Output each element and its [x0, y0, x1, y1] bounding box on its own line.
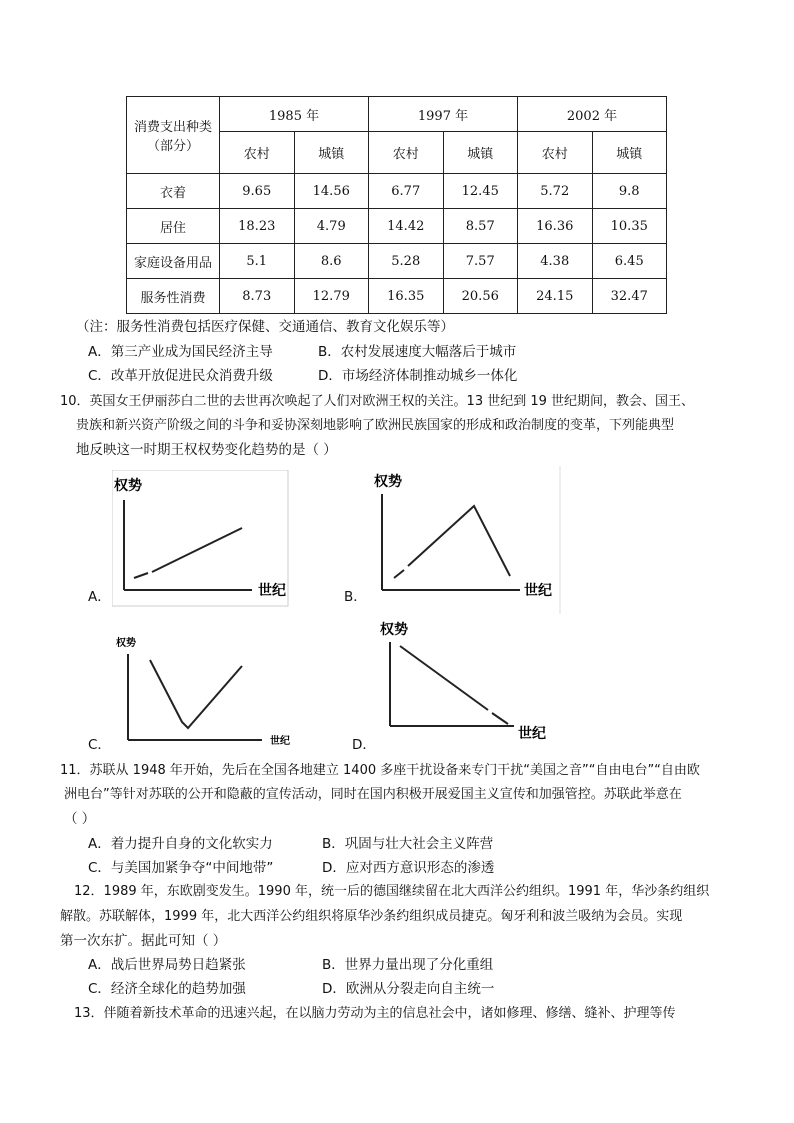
q11-option-d[interactable]: D．应对西方意识形态的渗透	[322, 860, 495, 876]
row-category: 家庭设备用品	[127, 244, 220, 279]
subheader: 农村	[518, 132, 593, 174]
q12-option-a[interactable]: A．战后世界局势日趋紧张	[88, 957, 246, 973]
q12-stem-line2: 解散。苏联解体，1999 年，北大西洋公约组织将原华沙条约组织成员捷克。匈牙利和波兰吸纳为会员。实现	[60, 909, 683, 924]
subheader: 城镇	[443, 132, 518, 174]
subheader: 农村	[369, 132, 444, 174]
graph-y-label: 权势	[116, 638, 136, 649]
q12-stem-line3: 第一次东扩。据此可知（ ）	[60, 933, 227, 949]
table-cell: 7.57	[443, 244, 518, 279]
table-header-category	[127, 97, 220, 174]
table-cell: 4.38	[518, 244, 593, 279]
table-cell: 12.45	[443, 174, 518, 209]
q11-stem-line2: 洲电台”等针对苏联的公开和隐蔽的宣传活动，同时在国内积极开展爱国主义宣传和加强管控。苏联此举意在	[64, 787, 682, 802]
subheader: 农村	[220, 132, 295, 174]
graph-d[interactable]	[376, 616, 566, 746]
subheader: 城镇	[592, 132, 667, 174]
subheader: 城镇	[294, 132, 369, 174]
graph-x-label: 世纪	[270, 736, 290, 747]
q11-option-b[interactable]: B．巩固与壮大社会主义阵营	[322, 836, 494, 852]
q9-option-a[interactable]: A．第三产业成为国民经济主导	[88, 344, 273, 360]
trend-line	[400, 646, 488, 710]
graph-x-label: 世纪	[524, 583, 552, 599]
trend-line	[134, 573, 148, 578]
graph-b[interactable]	[370, 466, 570, 616]
table-cell: 4.79	[294, 209, 369, 244]
graph-y-label: 权势	[374, 474, 402, 490]
table-cell: 5.1	[220, 244, 295, 279]
table-cell: 20.56	[443, 279, 518, 314]
table-cell: 14.56	[294, 174, 369, 209]
row-category: 服务性消费	[127, 279, 220, 314]
graph-y-label: 权势	[380, 622, 408, 638]
table-cell: 32.47	[592, 279, 667, 314]
table-cell: 16.36	[518, 209, 593, 244]
table-cell: 9.8	[592, 174, 667, 209]
q9-option-b[interactable]: B．农村发展速度大幅落后于城市	[318, 344, 517, 360]
trend-line	[394, 570, 404, 578]
year-header: 2002 年	[518, 97, 667, 132]
graph-c[interactable]	[112, 632, 302, 750]
table-note: （注：服务性消费包括医疗保健、交通通信、教育文化娱乐等）	[76, 319, 454, 335]
q11-stem-line3: （ ）	[64, 811, 96, 827]
q12-stem-line1: 12．1989 年，东欧剧变发生。1990 年，统一后的德国继续留在北大西洋公约组织。1991 年，华沙条约组织	[74, 884, 710, 899]
year-header: 1997 年	[369, 97, 518, 132]
q12-option-c[interactable]: C．经济全球化的趋势加强	[88, 981, 246, 997]
q11-stem-line1: 11．苏联从 1948 年开始，先后在全国各地建立 1400 多座干扰设备来专门干扰“美国之音”“自由电台”“自由欧	[60, 763, 700, 778]
q12-option-b[interactable]: B．世界力量出现了分化重组	[322, 957, 494, 973]
table-cell: 5.72	[518, 174, 593, 209]
table-cell: 8.73	[220, 279, 295, 314]
table-cell: 8.57	[443, 209, 518, 244]
table-cell: 6.77	[369, 174, 444, 209]
q11-option-a[interactable]: A．着力提升自身的文化软实力	[88, 836, 273, 852]
q10-stem-line1: 10．英国女王伊丽莎白二世的去世再次唤起了人们对欧洲王权的关注。13 世纪到 19 世纪期间，教会、国王、	[60, 394, 695, 409]
trend-line	[408, 506, 510, 576]
trend-line	[152, 528, 242, 572]
table-row	[127, 209, 667, 244]
q10-option-d[interactable]: D．	[352, 737, 376, 753]
q10-stem-line2: 贵族和新兴资产阶级之间的斗争和妥协深刻地影响了欧洲民族国家的形成和政治制度的变革，下列能典型	[76, 418, 675, 433]
header-label-line2: （部分）	[146, 139, 199, 154]
trend-line	[150, 660, 242, 728]
trend-line	[492, 713, 508, 724]
table-cell: 18.23	[220, 209, 295, 244]
q9-option-d[interactable]: D．市场经济体制推动城乡一体化	[318, 368, 518, 384]
header-label-line1: 消费支出种类	[133, 120, 212, 135]
row-category: 衣着	[127, 174, 220, 209]
consumption-table	[126, 96, 667, 314]
table-cell: 6.45	[592, 244, 667, 279]
table-cell: 16.35	[369, 279, 444, 314]
table-cell: 8.6	[294, 244, 369, 279]
graph-y-label: 权势	[114, 478, 142, 494]
table-cell: 14.42	[369, 209, 444, 244]
q10-option-c[interactable]: C．	[88, 737, 111, 753]
graph-x-label: 世纪	[258, 583, 286, 599]
q10-option-a[interactable]: A．	[88, 589, 111, 605]
q10-option-b[interactable]: B．	[344, 589, 367, 605]
table-row	[127, 244, 667, 279]
q10-stem-line3: 地反映这一时期王权权势变化趋势的是（ ）	[76, 442, 337, 458]
q13-stem-line1: 13．伴随着新技术革命的迅速兴起，在以脑力劳动为主的信息社会中，诸如修理、修缮、缝补、护理等传	[74, 1006, 676, 1021]
table-row	[127, 174, 667, 209]
table-cell: 12.79	[294, 279, 369, 314]
year-header: 1985 年	[220, 97, 369, 132]
table-cell: 9.65	[220, 174, 295, 209]
graph-x-label: 世纪	[518, 726, 546, 742]
table-cell: 24.15	[518, 279, 593, 314]
q9-option-c[interactable]: C．改革开放促进民众消费升级	[88, 368, 273, 384]
graph-a[interactable]	[112, 470, 292, 610]
row-category: 居住	[127, 209, 220, 244]
q11-option-c[interactable]: C．与美国加紧争夺“中间地带”	[88, 860, 274, 876]
q12-option-d[interactable]: D．欧洲从分裂走向自主统一	[322, 981, 495, 997]
table-row	[127, 279, 667, 314]
table-cell: 10.35	[592, 209, 667, 244]
table-cell: 5.28	[369, 244, 444, 279]
